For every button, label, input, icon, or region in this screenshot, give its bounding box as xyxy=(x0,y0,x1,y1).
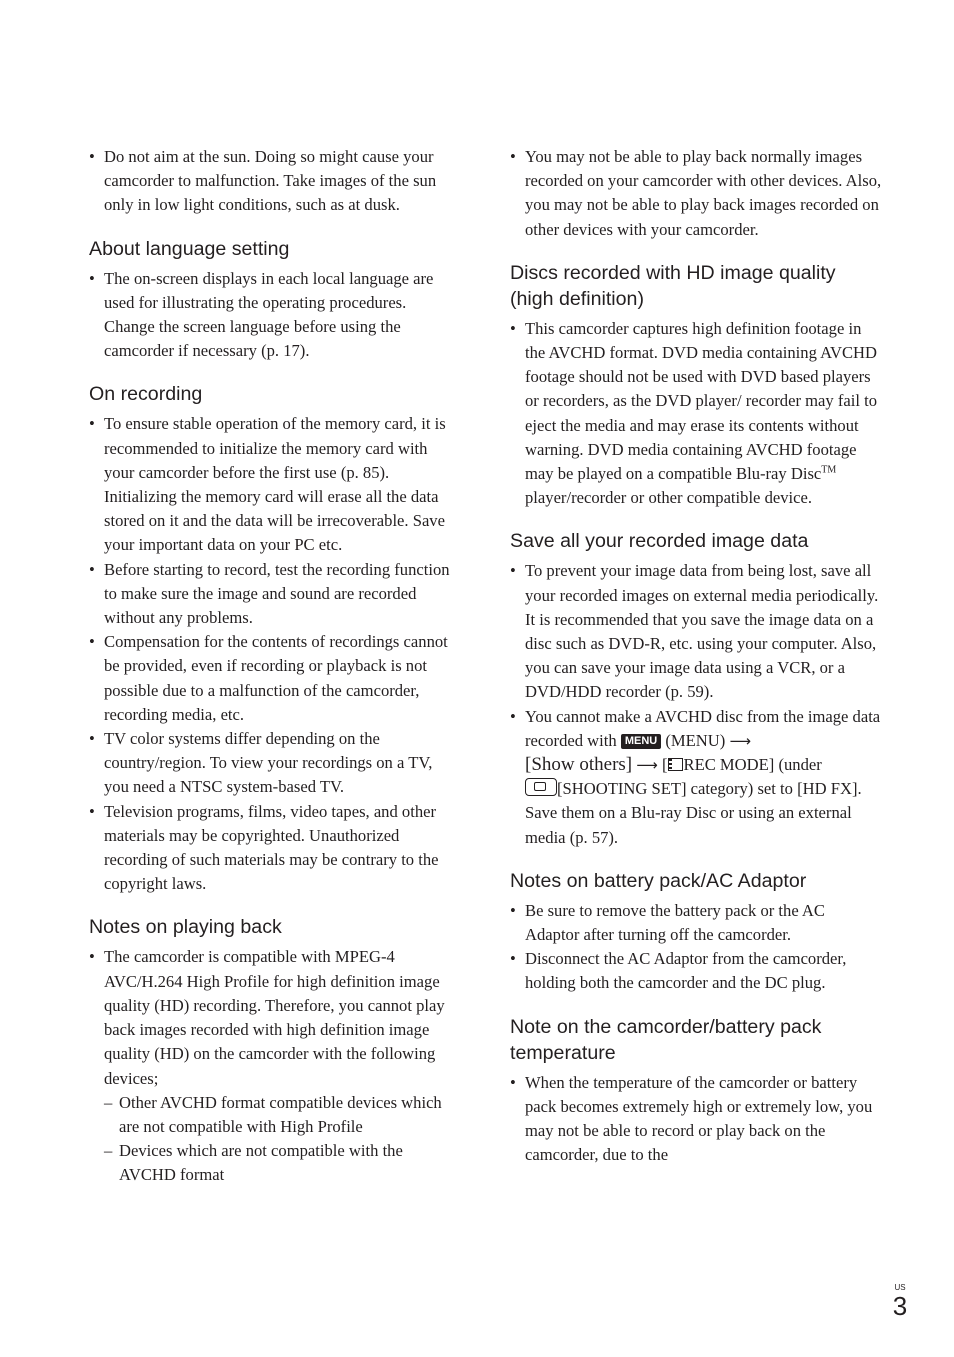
bullet-remove-battery: • Be sure to remove the battery pack or the AC Adaptor after turning off the camcorder. xyxy=(510,899,882,947)
region-code: US xyxy=(894,1283,906,1292)
right-column xyxy=(510,145,882,1168)
avchd-text-part1: This camcorder captures high definition footage in the AVCHD format. DVD media containing AVCHD footage should not be used with DVD based players or recorders, as the DVD player/ recorder may fail to eject the media and may erase its contents without warning. DVD media containing AVCHD footage may be played on a compatible Blu-ray Disc xyxy=(525,318,878,484)
bullet-temperature: • When the temperature of the camcorder or battery pack becomes extremely high or extremely low, you may not be able to record or play back on the camcorder, due to the xyxy=(510,1071,882,1168)
bullet-mpeg4: • The camcorder is compatible with MPEG-4 AVC/H.264 High Profile for high definition image quality (HD) recording. Therefore, you cannot play back images recorded with high definition image quality (HD) on the camcorder with the following devices; xyxy=(89,945,461,1090)
bullet-avchd-dvd xyxy=(510,317,882,511)
shooting-set-label: [SHOOTING SET] category) set to [HD FX]. Save them on a Blu-ray Disc or using an external media (p. 57). xyxy=(525,779,862,847)
heading-temperature: Note on the camcorder/battery pack temperature xyxy=(510,1015,822,1064)
avchd-note-part1: You cannot make a AVCHD disc from the image data recorded with xyxy=(525,706,881,750)
subitem-avchd-devices: – Other AVCHD format compatible devices which are not compatible with High Profile xyxy=(89,1091,461,1139)
bullet-compensation: • Compensation for the contents of recordings cannot be provided, even if recording or playback is not possible due to a malfunction of the camcorder, recording media, etc. xyxy=(89,630,461,727)
page-number: 3 xyxy=(892,1291,908,1321)
camera-shooting-set-icon xyxy=(525,778,557,796)
arrow-right-icon: ⟶ xyxy=(729,731,751,750)
trademark-mark: TM xyxy=(821,464,837,476)
bullet-tv-color: • TV color systems differ depending on the country/region. To view your recordings on a TV, you need a NTSC system-based TV. xyxy=(89,727,461,800)
heading-battery-adaptor: Notes on battery pack/AC Adaptor xyxy=(510,869,807,892)
subitem-incompatible-devices: – Devices which are not compatible with the AVCHD format xyxy=(89,1139,461,1187)
bullet-disconnect-adaptor: • Disconnect the AC Adaptor from the camcorder, holding both the camcorder and the DC plug. xyxy=(510,947,882,995)
menu-icon: MENU xyxy=(621,734,661,749)
menu-label: (MENU) xyxy=(661,730,730,750)
bullet-playback-other-devices: • You may not be able to play back normally images recorded on your camcorder with other devices. Also, you may not be able to play back images recorded on other devices with your camcorder. xyxy=(510,145,882,242)
heading-save-data: Save all your recorded image data xyxy=(510,530,809,553)
bullet-memory-card: • To ensure stable operation of the memory card, it is recommended to initialize the memory card with your camcorder before the first use (p. 85). Initializing the memory card will erase all the data stored on it and the data will be irrecoverable. Save your important data on your PC etc. xyxy=(89,412,461,557)
show-others-label: [Show others] xyxy=(525,754,633,776)
bullet-avchd-disc-note: • You cannot make a AVCHD disc from the image data recorded with MENU (MENU) ⟶ [Show others] ⟶ [ REC MODE] (under [SHOOTING SET] category) set to [HD FX]. Save them on a Blu-ray Disc or using an external media (p. 57). xyxy=(510,705,882,850)
bullet-language: • The on-screen displays in each local language are used for illustrating the operating procedures. Change the screen language before using the camcorder if necessary (p. 17). xyxy=(89,267,461,364)
arrow-right-icon: ⟶ xyxy=(636,756,658,775)
bullet-copyright: • Television programs, films, video tapes, and other materials may be copyrighted. Unauthorized recording of such materials may be contrary to the copyright laws. xyxy=(89,800,461,897)
left-column xyxy=(89,145,461,1188)
page-number-block xyxy=(890,1283,910,1319)
bullet-sun-warning: • Do not aim at the sun. Doing so might cause your camcorder to malfunction. Take images of the sun only in low light conditions, such as at dusk. xyxy=(89,145,461,218)
heading-language-setting: About language setting xyxy=(89,237,290,260)
heading-on-recording: On recording xyxy=(89,383,203,406)
heading-hd-discs: Discs recorded with HD image quality (high definition) xyxy=(510,261,836,310)
heading-playing-back: Notes on playing back xyxy=(89,916,282,939)
bullet-backup: • To prevent your image data from being lost, save all your recorded images on external media periodically. It is recommended that you save the image data on a disc such as DVD-R, etc. using your computer. Also, you can save your image data using a VCR, or a DVD/HDD recorder (p. 59). xyxy=(510,559,882,704)
bullet-test-recording: • Before starting to record, test the recording function to make sure the image and sound are recorded without any problems. xyxy=(89,558,461,631)
rec-mode-label: REC MODE] (under xyxy=(683,755,822,775)
avchd-text-part2: player/recorder or other compatible device. xyxy=(525,488,813,508)
film-rec-mode-icon xyxy=(668,758,683,771)
